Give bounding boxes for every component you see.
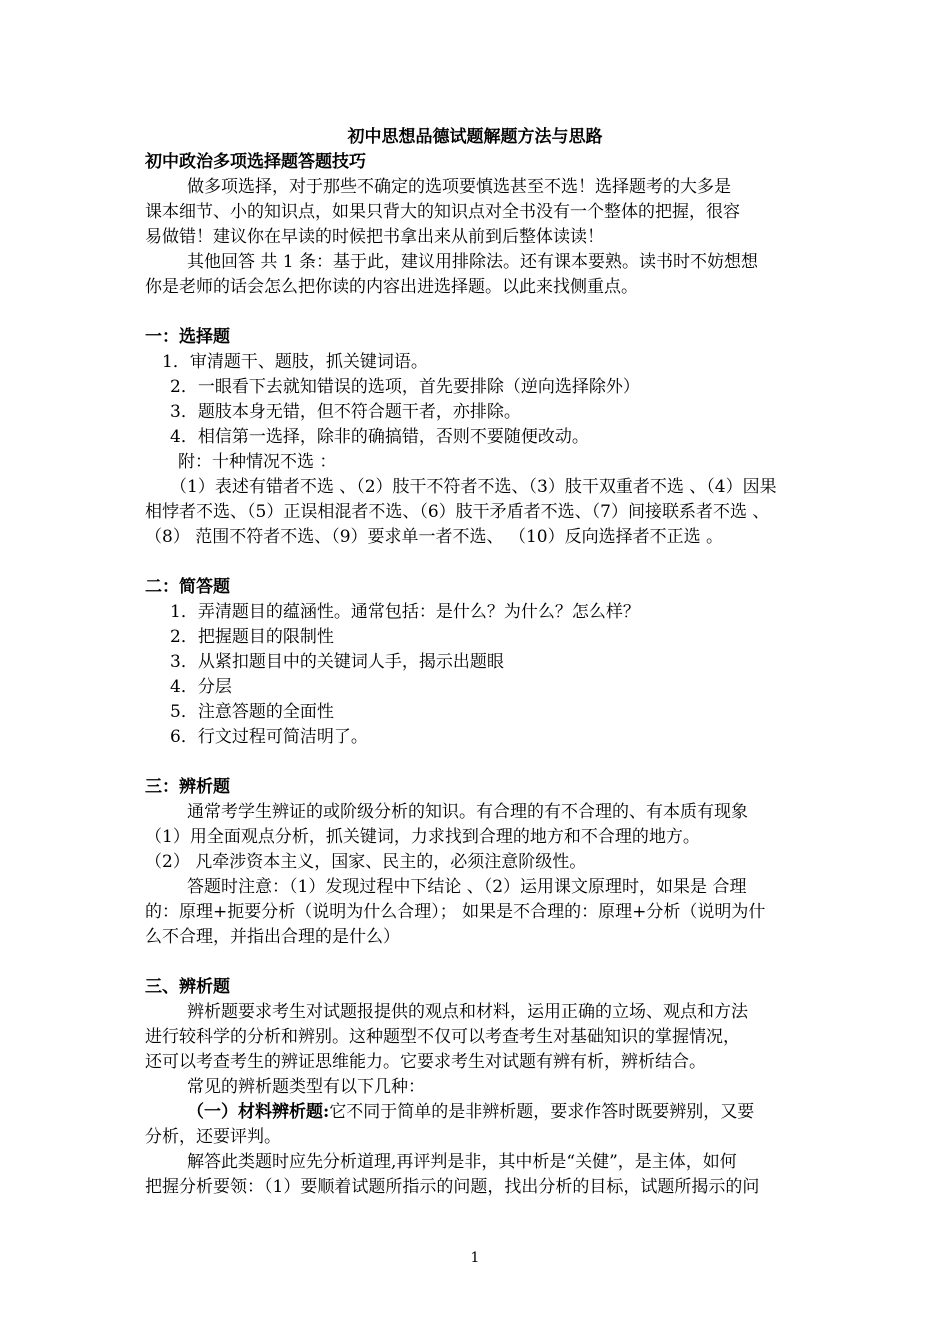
subsection-label: （一）材料辨析题: — [187, 1102, 330, 1122]
list-item: 1．审清题干、题肢，抓关键词语。 — [162, 352, 428, 372]
paragraph-line: 相悖者不选、（5）正误相混者不选、（6）肢干矛盾者不选、（7）间接联系者不选 、 — [145, 502, 770, 522]
paragraph-line: 你是老师的话会怎么把你读的内容出进选择题。以此来找侧重点。 — [145, 277, 638, 297]
list-item: 5．注意答题的全面性 — [170, 702, 334, 722]
paragraph-line: 课本细节、小的知识点，如果只背大的知识点对全书没有一个整体的把握，很容 — [145, 202, 740, 222]
paragraph-line: 其他回答 共 1 条：基于此，建议用排除法。还有课本要熟。读书时不妨想想 — [187, 252, 759, 272]
list-item: 6．行文过程可简洁明了。 — [170, 727, 368, 747]
list-note: 附：十种情况不选 ： — [178, 452, 337, 472]
list-item: 4．分层 — [170, 677, 232, 697]
paragraph-line: 分析，还要评判。 — [145, 1127, 281, 1147]
page-number: 1 — [470, 1250, 480, 1266]
paragraph-line — [187, 1100, 754, 1125]
paragraph-line: 把握分析要领：（1）要顺着试题所指示的问题，找出分析的目标，试题所揭示的问 — [145, 1177, 760, 1197]
paragraph-line: 还可以考查考生的辨证思维能力。它要求考生对试题有辨有析，辨析结合。 — [145, 1052, 706, 1072]
paragraph-line: 辨析题要求考生对试题报提供的观点和材料，运用正确的立场、观点和方法 — [187, 1002, 748, 1022]
paragraph-line: 的：原理+扼要分析（说明为什么合理）； 如果是不合理的：原理+分析（说明为什 — [145, 902, 766, 922]
section-subtitle: 初中政治多项选择题答题技巧 — [145, 152, 366, 172]
list-item: 1．弄清题目的蕴涵性。通常包括：是什么？为什么？怎么样？ — [170, 602, 640, 622]
section-heading: 一：选择题 — [145, 327, 230, 347]
document-title: 初中思想品德试题解题方法与思路 — [347, 127, 603, 147]
section-heading: 二：简答题 — [145, 577, 230, 597]
list-item: 4．相信第一选择，除非的确搞错，否则不要随便改动。 — [170, 427, 589, 447]
paragraph-line: 做多项选择，对于那些不确定的选项要慎选甚至不选！选择题考的大多是 — [187, 177, 731, 197]
paragraph-line: （1）表述有错者不选 、（2）肢干不符者不选、（3）肢干双重者不选 、（4）因果 — [170, 477, 777, 497]
paragraph-line: 答题时注意：（1）发现过程中下结论 、（2）运用课文原理时，如果是 合理 — [187, 877, 747, 897]
paragraph-line: 解答此类题时应先分析道理,再评判是非，其中析是“关健”，是主体，如何 — [187, 1152, 737, 1172]
paragraph-line: 进行较科学的分析和辨别。这种题型不仅可以考查考生对基础知识的掌握情况， — [145, 1027, 740, 1047]
paragraph-line: 么不合理，并指出合理的是什么） — [145, 927, 400, 947]
paragraph-line: （8） 范围不符者不选、（9）要求单一者不选、 （10）反向选择者不正选 。 — [145, 527, 723, 547]
list-item: 3．题肢本身无错，但不符合题干者，亦排除。 — [170, 402, 521, 422]
paragraph-line: 通常考学生辨证的或阶级分析的知识。有合理的有不合理的、有本质有现象 — [187, 802, 748, 822]
paragraph-line: 常见的辨析题类型有以下几种： — [187, 1077, 425, 1097]
list-item: 2．一眼看下去就知错误的选项，首先要排除（逆向选择除外） — [170, 377, 640, 397]
section-heading: 三、辨析题 — [145, 977, 230, 997]
paragraph-line: （1）用全面观点分析，抓关键词，力求找到合理的地方和不合理的地方。 — [145, 827, 700, 847]
list-item: 2．把握题目的限制性 — [170, 627, 334, 647]
list-item: 3．从紧扣题目中的关键词人手，揭示出题眼 — [170, 652, 504, 672]
section-heading: 三：辨析题 — [145, 777, 230, 797]
paragraph-line: （2） 凡牵涉资本主义，国家、民主的，必须注意阶级性。 — [145, 852, 587, 872]
paragraph-line: 易做错！建议你在早读的时候把书拿出来从前到后整体读读！ — [145, 227, 604, 247]
paragraph-text: 它不同于简单的是非辨析题，要求作答时既要辨别，又要 — [329, 1102, 755, 1122]
